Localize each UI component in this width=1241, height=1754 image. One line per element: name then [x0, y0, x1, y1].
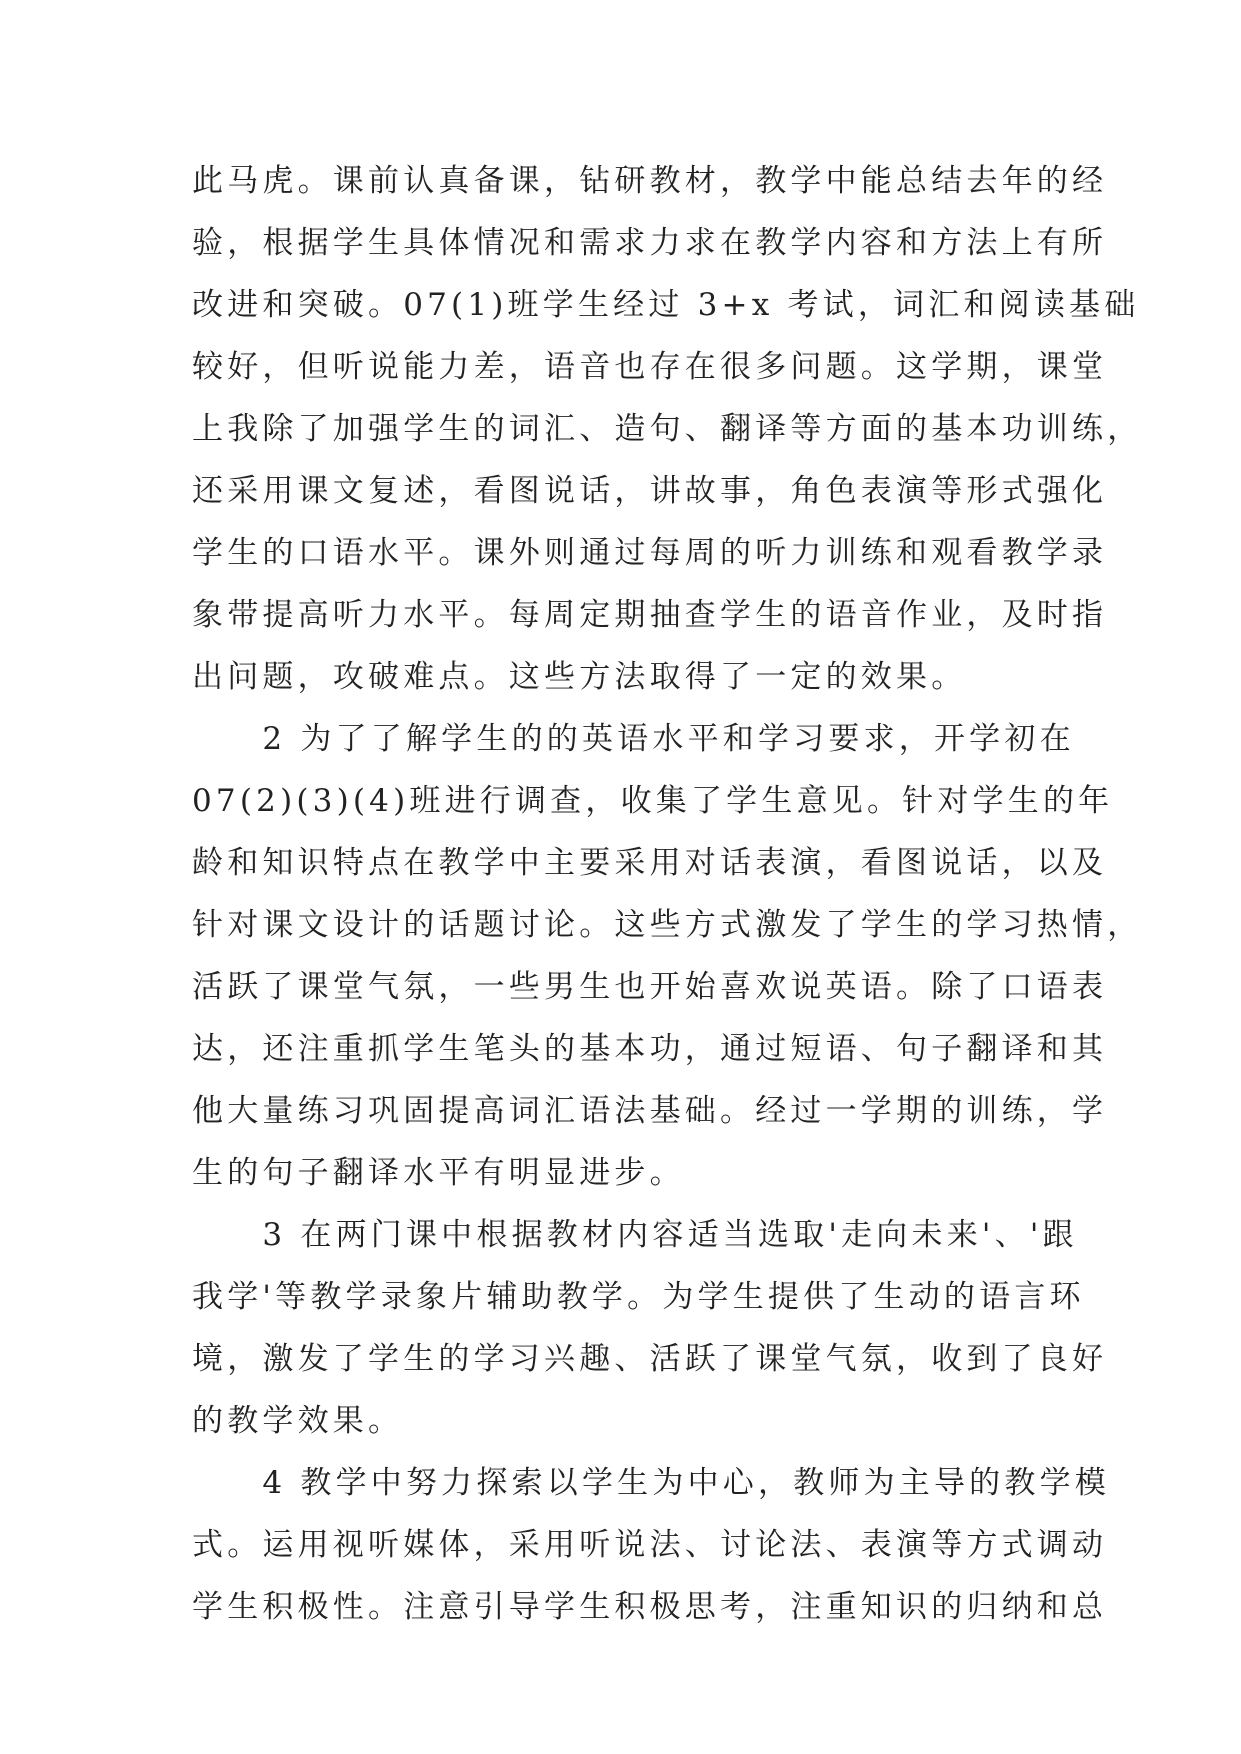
paragraph-4-start: 4 教学中努力探索以学生为中心，教师为主导的教学模 [192, 1465, 1110, 1501]
text-line: 学生积极性。注意引导学生积极思考，注重知识的归纳和总 [192, 1589, 1108, 1625]
text-line: 式。运用视听媒体，采用听说法、讨论法、表演等方式调动 [192, 1527, 1108, 1563]
text-line: 较好，但听说能力差，语音也存在很多问题。这学期，课堂 [192, 349, 1108, 385]
text-line: 此马虎。课前认真备课，钻研教材，教学中能总结去年的经 [192, 163, 1108, 199]
text-line: 上我除了加强学生的词汇、造句、翻译等方面的基本功训练， [192, 411, 1143, 447]
text-line: 达，还注重抓学生笔头的基本功，通过短语、句子翻译和其 [192, 1031, 1108, 1067]
text-line: 改进和突破。07(1)班学生经过 3+x 考试，词汇和阅读基础 [192, 287, 1140, 323]
document-body [192, 150, 1143, 1638]
text-line: 我学'等教学录象片辅助教学。为学生提供了生动的语言环 [192, 1279, 1085, 1315]
paragraph-2-start: 2 为了了解学生的的英语水平和学习要求，开学初在 [192, 721, 1075, 757]
text-line: 学生的口语水平。课外则通过每周的听力训练和观看教学录 [192, 535, 1108, 571]
text-line: 出问题，攻破难点。这些方法取得了一定的效果。 [192, 659, 967, 695]
text-line: 07(2)(3)(4)班进行调查，收集了学生意见。针对学生的年 [192, 783, 1114, 819]
text-line: 生的句子翻译水平有明显进步。 [192, 1155, 685, 1191]
text-line: 验，根据学生具体情况和需求力求在教学内容和方法上有所 [192, 225, 1108, 261]
text-line: 境，激发了学生的学习兴趣、活跃了课堂气氛，收到了良好 [192, 1341, 1108, 1377]
text-line: 龄和知识特点在教学中主要采用对话表演，看图说话，以及 [192, 845, 1108, 881]
text-line: 他大量练习巩固提高词汇语法基础。经过一学期的训练，学 [192, 1093, 1108, 1129]
text-line: 活跃了课堂气氛，一些男生也开始喜欢说英语。除了口语表 [192, 969, 1108, 1005]
paragraph-3-start: 3 在两门课中根据教材内容适当选取'走向未来'、'跟 [192, 1217, 1078, 1253]
text-line: 针对课文设计的话题讨论。这些方式激发了学生的学习热情， [192, 907, 1143, 943]
text-line: 象带提高听力水平。每周定期抽查学生的语音作业，及时指 [192, 597, 1108, 633]
text-line: 的教学效果。 [192, 1403, 404, 1439]
text-line: 还采用课文复述，看图说话，讲故事，角色表演等形式强化 [192, 473, 1108, 509]
